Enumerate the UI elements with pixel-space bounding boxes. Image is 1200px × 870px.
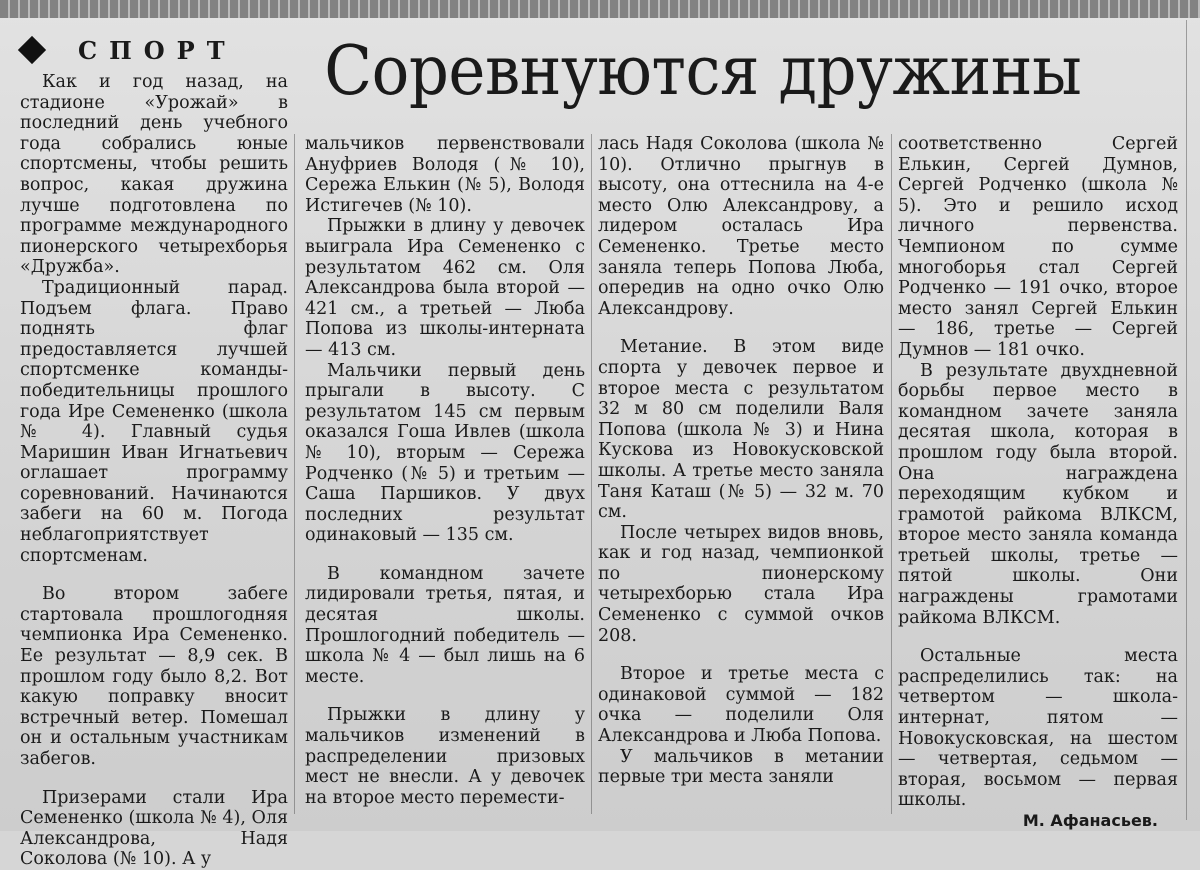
rubric	[22, 32, 292, 68]
paragraph: Остальные места распределились так: на четвертом — школа-интернат, пятом — Новокусковская, на шестом — четвертая, седьмом — вторая, восьмом — первая школы.	[898, 646, 1178, 811]
paragraph: Традиционный парад. Подъем флага. Право поднять флаг предоставляется лучшей спортсменке команды-победительницы прошлого года Ире Семененко (школа № 4). Главный судья Маришин Иван Игнатьевич оглашает программу соревнований. Начинаются забеги на 60 м. Погода неблагоприятствует спортсменам.	[20, 277, 288, 566]
paragraph: У мальчиков в метании первые три места заняли	[598, 746, 884, 788]
paragraph: После четырех видов вновь, как и год назад, чемпионкой по пионерскому четырехборью стала Ира Семененко с суммой очков 208.	[598, 522, 884, 646]
column-divider	[294, 134, 295, 814]
column-divider	[891, 134, 892, 814]
paragraph: Прыжки в длину у девочек выиграла Ира Семененко с результатом 462 см. Оля Александрова была второй — 421 см., а третьей — Люба Попова из школы-интерната — 413 см.	[305, 216, 585, 360]
headline: Соревнуются дружины	[324, 32, 1082, 111]
paragraph: Мальчики первый день прыгали в высоту. С результатом 145 см первым оказался Гоша Ивлев (школа № 10), вторым — Сережа Родченко (№ 5) и третьим — Саша Паршиков. У двух последних результат одинаковый — 135 см.	[305, 360, 585, 546]
paragraph: Метание. В этом виде спорта у девочек первое и второе места с результатом 32 м 80 см поделили Валя Попова (школа № 3) и Нина Кускова из Новокусковской школы. А третье место заняла Таня Каташ (№ 5) — 32 м. 70 см.	[598, 337, 884, 523]
paragraph: В результате двухдневной борьбы первое место в командном зачете заняла десятая школа, которая в прошлом году была второй. Она награждена переходящим кубком и грамотой райкома ВЛКСМ, второе место заняла команда третьей школы, третье — пятой школы. Они награждены грамотами райкома ВЛКСМ.	[898, 360, 1178, 628]
paragraph: Прыжки в длину у мальчиков изменений в распределении призовых мест не внесли. А у девочек на второе место перемести-	[305, 705, 585, 808]
paragraph: мальчиков первенствовали Ануфриев Володя (№ 10), Сережа Елькин (№ 5), Володя Истигечев (№ 10).	[305, 134, 585, 216]
paragraph: лась Надя Соколова (школа № 10). Отлично прыгнув в высоту, она оттеснила на 4-е место Олю Александрову, а лидером осталась Ира Семененко. Третье место заняла теперь Попова Люба, опередив на одно очко Олю Александрову.	[598, 134, 884, 319]
paragraph: В командном зачете лидировали третья, пятая, и десятая школы. Прошлогодний победитель — школа № 4 — был лишь на 6 месте.	[305, 563, 585, 687]
article-column-2	[305, 134, 585, 824]
article-column-3	[598, 134, 884, 824]
diamond-bullet-icon	[18, 36, 46, 64]
rubric-label: СПОРТ	[78, 35, 237, 65]
column-divider	[591, 134, 592, 814]
article-column-4	[898, 134, 1178, 830]
article-column-1	[20, 72, 288, 870]
top-border	[0, 0, 1200, 18]
paragraph: соответственно Сергей Елькин, Сергей Думнов, Сергей Родченко (школа № 5). Это и решило исход личного первенства. Чемпионом по сумме многоборья стал Сергей Родченко — 191 очко, второе место занял Сергей Елькин — 186, третье — Сергей Думнов — 181 очко.	[898, 134, 1178, 360]
paragraph: Призерами стали Ира Семененко (школа № 4), Оля Александрова, Надя Соколова (№ 10). А у	[20, 787, 288, 870]
paragraph: Второе и третье места с одинаковой суммой — 182 очка — поделили Оля Александрова и Люба Попова.	[598, 664, 884, 747]
author-signature: М. Афанасьев.	[1022, 811, 1158, 830]
paragraph: Как и год назад, на стадионе «Урожай» в последний день учебного года собрались юные спортсмены, чтобы решить вопрос, какая дружина лучше подготовлена по программе международного пионерского четырехборья «Дружба».	[20, 72, 288, 278]
paragraph: Во втором забеге стартовала прошлогодняя чемпионка Ира Семененко. Ее результат — 8,9 сек. В прошлом году было 8,2. Вот какую поправку вносит встречный ветер. Помешал он и остальным участникам забегов.	[20, 584, 288, 769]
column-divider	[1186, 20, 1187, 820]
